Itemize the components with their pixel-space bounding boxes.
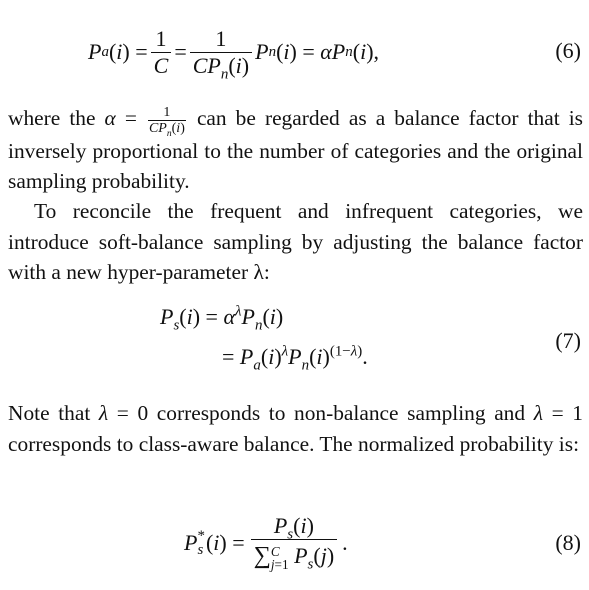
paragraph-soft-balance — [8, 196, 583, 288]
equation-8-body: P * s ( i ) = $P_s(i)$ ∑ C j=1 $P_s(j)$ . — [184, 512, 348, 573]
equation-6-body: P a ( i ) = $\frac{1}{C}$ = $\frac{1}{CP_n(i)}$ P n ( i ) = αP n ( i ), — [88, 25, 380, 82]
equation-8-number: (8) — [555, 530, 581, 555]
para3-line2: corresponds to class-aware balance. The normalized probability is: — [8, 431, 580, 456]
equation-8 — [0, 508, 589, 578]
equation-6-number: (6) — [555, 38, 581, 63]
para1-after: can be regarded as a balance factor that is inversely proportional to the number of categories and the original sampling probability. — [8, 106, 583, 194]
inline-fraction-alpha: 1 $CP_n(i)$ — [148, 104, 185, 139]
equation-7-number: (7) — [555, 328, 581, 353]
fraction-normalized-probability: $P_s(i)$ ∑ C j=1 $P_s(j)$ — [251, 515, 338, 571]
para1-before: where the — [8, 106, 96, 130]
fraction-1-over-CPn: $\frac{1}{CP_n(i)}$ — [190, 28, 252, 77]
equation-7-line-1: $P_s(i) = \alpha^\lambda P_n(i)$ — [160, 303, 284, 334]
para3-prefix: Note that — [8, 401, 91, 425]
equation-6 — [0, 22, 589, 82]
paragraph-balance-factor: where the α = 1 $CP_n(i)$ can be regarded as a balance factor that is inversely proportional to the number of categories and the original sampling probability. — [8, 104, 583, 194]
fraction-1-over-C: $\frac{1}{C}$ — [151, 28, 172, 77]
para3-line1: corresponds to non-balance sampling and — [156, 401, 526, 425]
para2-text: To reconcile the frequent and infrequent categories, we introduce soft-balance sampling by adjusting the balance factor with a new hyper-parameter λ: — [8, 199, 583, 284]
equation-7 — [0, 302, 589, 382]
equation-7-line-2: = $P_a(i)^\lambda P_n(i)^{(1-\lambda)}$. — [222, 343, 368, 374]
paragraph-note-lambda: Note that λ = 0 corresponds to non-balance sampling and λ = 1 corresponds to class-aware balance. The normalized probability is: — [8, 401, 583, 456]
